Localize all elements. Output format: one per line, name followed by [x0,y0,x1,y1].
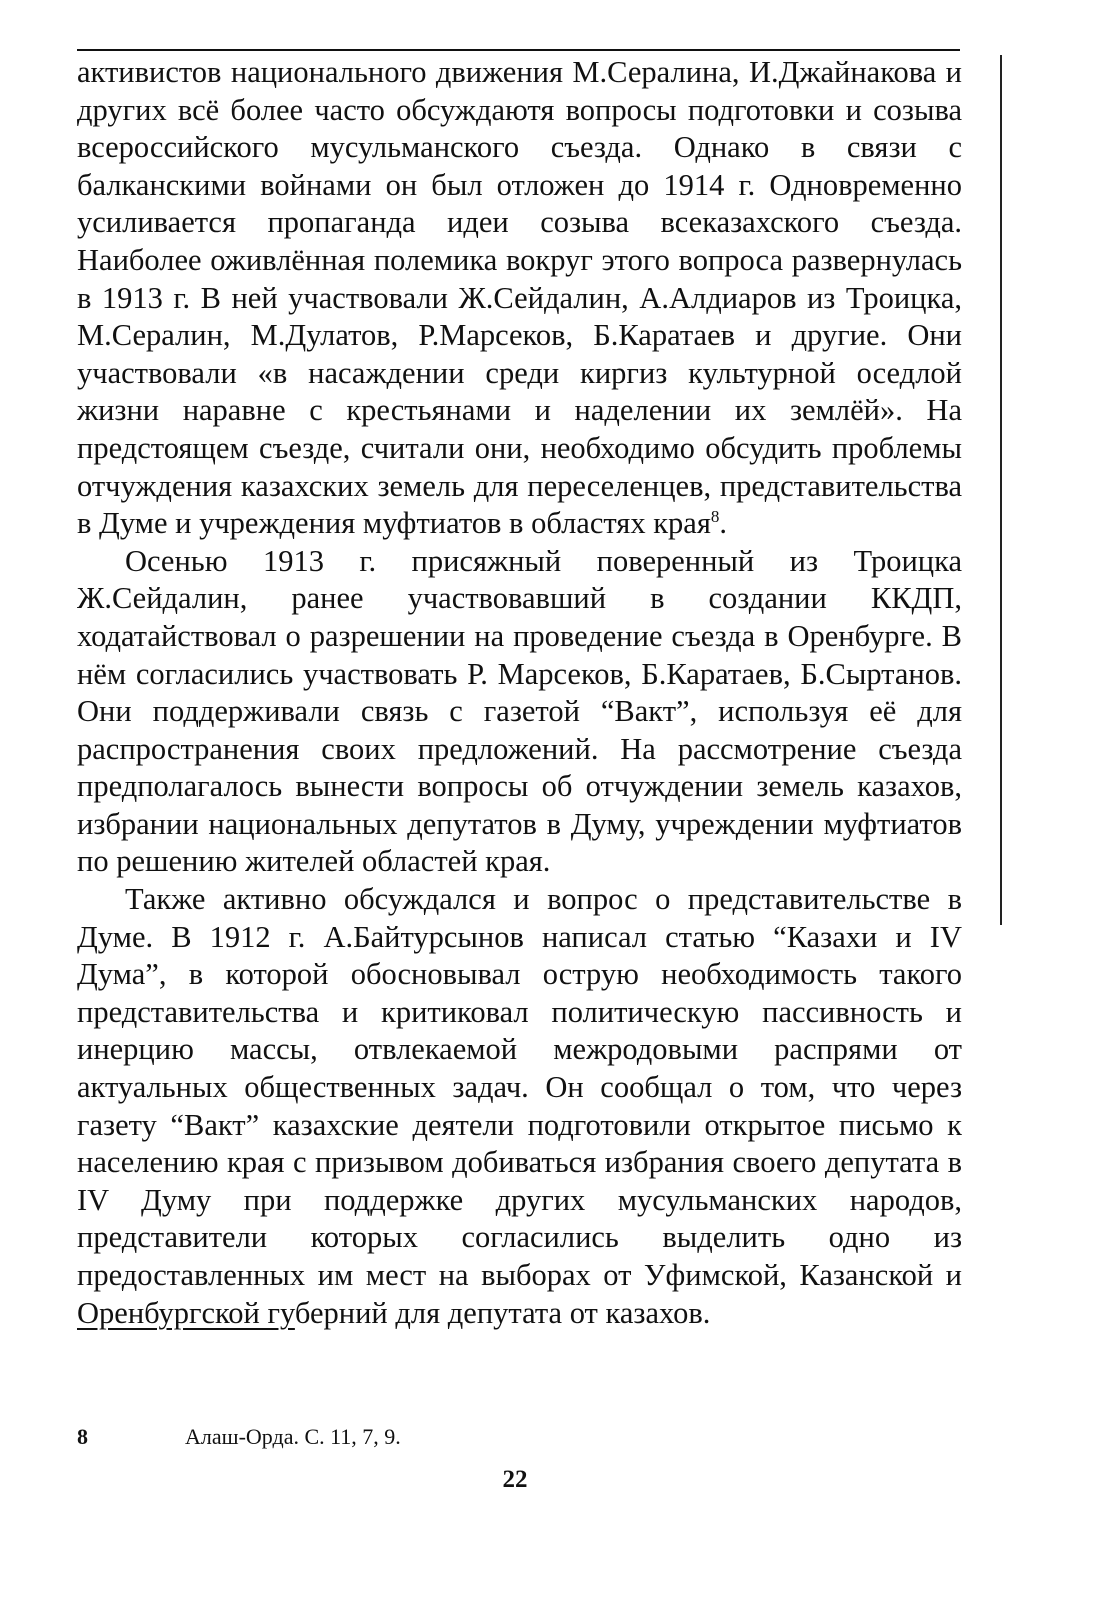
footnote-reference[interactable]: 8 [710,506,720,526]
paragraph-end: . [719,506,727,541]
page-number: 22 [502,1466,528,1493]
footnote-text: Алаш-Орда. С. 11, 7, 9. [185,1424,401,1449]
top-rule [77,49,960,51]
paragraph [77,543,962,881]
paragraph-tail: берний для депутата от казахов. [294,1295,711,1330]
footnote [77,1424,957,1450]
paragraph-text: активистов национального движения М.Сералина, И.Джайнакова и других всё более часто обсуждаютя вопросы подготовки и созыва всероссийского мусульманского съезда. Однако в связи с балканскими войнами он был отложен до 1914 г. Одновременно усиливается пропаганда идеи созыва всеказахского съезда. Наиболее оживлённая полемика вокруг этого вопроса развернулась в 1913 г. В ней участвовали Ж.Сейдалин, А.Алдиаров из Троицка, М.Сералин, М.Дулатов, Р.Марсеков, Б.Каратаев и другие. Они участвовали «в насаждении среди киргиз культурной оседлой жизни наравне с крестьянами и наделении их землёй». На предстоящем съезде, считали они, необходимо обсудить проблемы отчуждения казахских земель для переселенцев, представительства в Думе и учреждения муфтиатов в областях края [77,55,962,541]
paragraph [77,881,962,1332]
body-text [77,54,962,1332]
footnote-number: 8 [77,1424,88,1449]
paragraph-continued [77,54,962,543]
margin-rule [1000,55,1002,925]
underlined-text: Оренбургской гу [77,1295,295,1330]
paragraph-text: Осенью 1913 г. присяжный поверенный из Троицка Ж.Сейдалин, ранее участвовавший в создании ККДП, ходатайствовал о разрешении на проведение съезда в Оренбурге. В нём согласились участвовать Р. Марсеков, Б.Каратаев, Б.Сыртанов. Они поддерживали связь с газетой “Вакт”, используя её для распространения своих предложений. На рассмотрение съезда предполагалось вынести вопросы об отчуждении земель казахов, избрании национальных депутатов в Думу, учреждении муфтиатов по решению жителей областей края. [77,543,962,879]
paragraph-text: Также активно обсуждался и вопрос о представительстве в Думе. В 1912 г. А.Байтурсынов написал статью “Казахи и IV Дума”, в которой обосновывал острую необходимость такого представительства и критиковал политическую пассивность и инерцию массы, отвлекаемой межродовыми распрями от актуальных общественных задач. Он сообщал о том, что через газету “Вакт” казахские деятели подготовили открытое письмо к населению края с призывом добиваться избрания своего депутата в IV Думу при поддержке других мусульманских народов, представители которых согласились выделить одно из предоставленных им мест на выборах от Уфимской, Казанской и [77,882,962,1292]
